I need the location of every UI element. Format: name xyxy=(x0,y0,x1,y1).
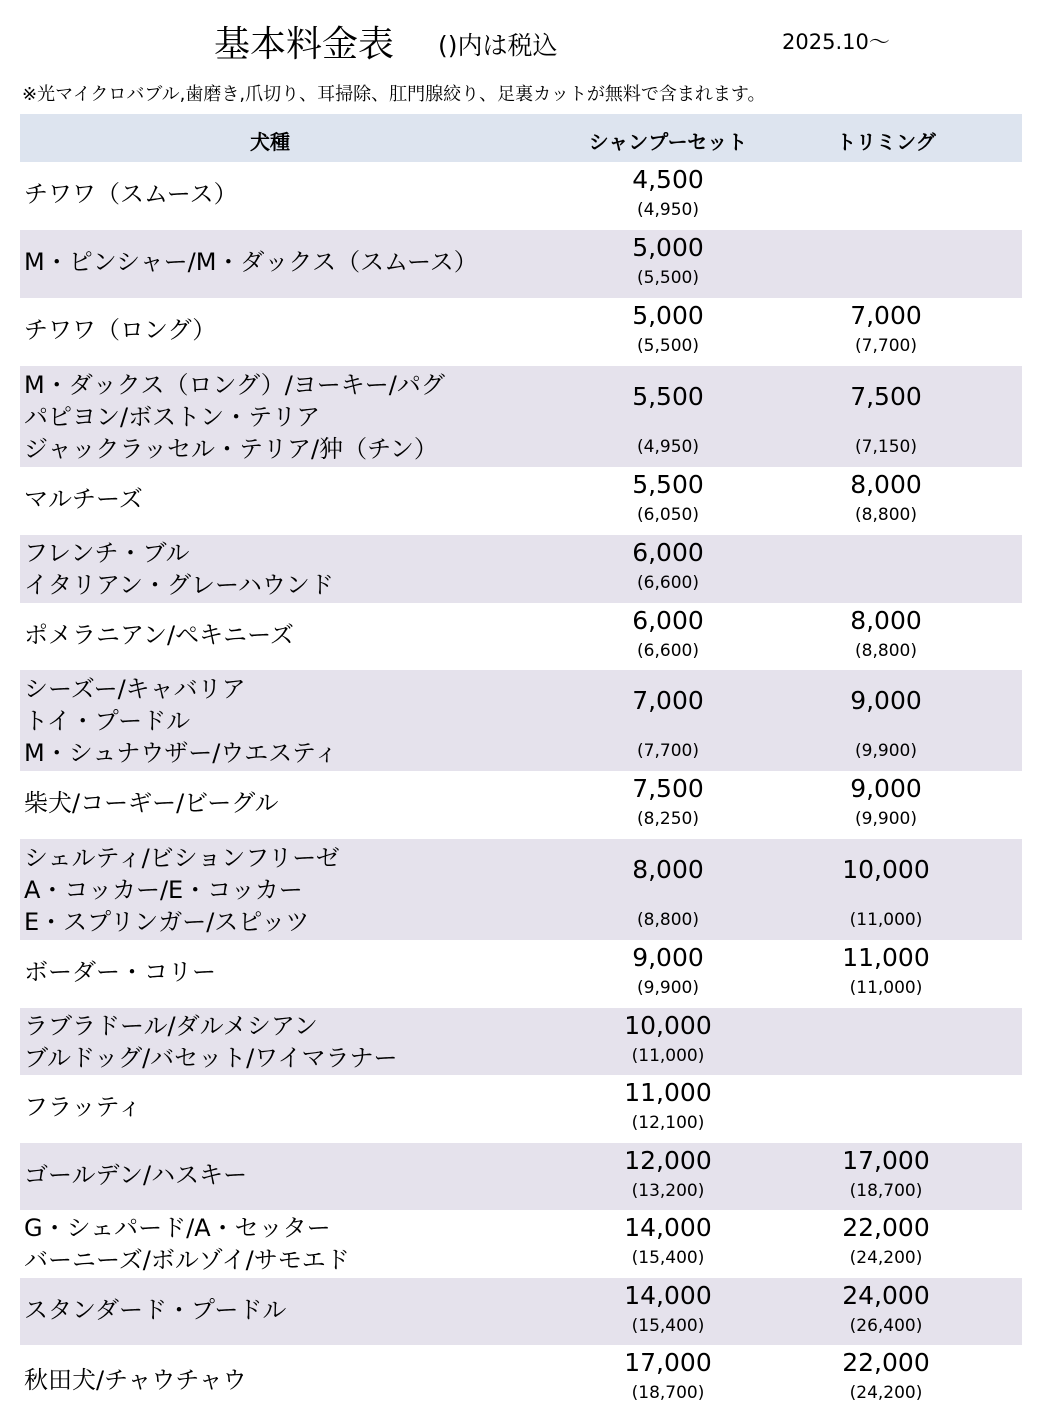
shampoo-tax-price: (6,600) xyxy=(637,641,699,661)
table-row xyxy=(20,603,1022,670)
trimming-tax-price: (11,000) xyxy=(849,910,923,930)
breed-name: E・スプリンガー/スピッツ xyxy=(24,908,310,936)
breed-name: フレンチ・ブル xyxy=(24,539,190,567)
table-row xyxy=(20,1278,1022,1345)
table-row xyxy=(20,467,1022,535)
breed-name: ポメラニアン/ペキニーズ xyxy=(24,621,294,649)
trimming-price: 7,500 xyxy=(850,382,922,411)
shampoo-tax-price: (5,500) xyxy=(637,268,699,288)
table-row xyxy=(20,839,1022,940)
page-title: 基本料金表 xyxy=(214,24,395,65)
trimming-tax-price: (9,900) xyxy=(855,741,917,761)
table-header xyxy=(20,114,1022,162)
breed-name: M・シュナウザー/ウエスティ xyxy=(24,739,338,767)
shampoo-price: 7,500 xyxy=(632,774,704,803)
shampoo-tax-price: (5,500) xyxy=(637,336,699,356)
shampoo-tax-price: (4,950) xyxy=(637,200,699,220)
shampoo-price: 9,000 xyxy=(632,943,704,972)
trimming-tax-price: (11,000) xyxy=(849,978,923,998)
table-body xyxy=(20,162,1022,1419)
breed-name: A・コッカー/E・コッカー xyxy=(24,876,303,904)
breed-name: ゴールデン/ハスキー xyxy=(24,1161,248,1189)
shampoo-price: 17,000 xyxy=(624,1348,712,1377)
shampoo-tax-price: (11,000) xyxy=(631,1046,705,1066)
shampoo-price: 14,000 xyxy=(624,1281,712,1310)
table-row xyxy=(20,670,1022,771)
trimming-price: 8,000 xyxy=(850,606,922,635)
table-row xyxy=(20,366,1022,467)
table-row xyxy=(20,1143,1022,1210)
effective-date: 2025.10～ xyxy=(782,30,890,54)
shampoo-price: 5,000 xyxy=(632,233,704,262)
table-row xyxy=(20,162,1022,230)
shampoo-tax-price: (4,950) xyxy=(637,437,699,457)
tax-note-subtitle: ()内は税込 xyxy=(438,31,558,60)
trimming-price: 11,000 xyxy=(842,943,930,972)
table-row xyxy=(20,298,1022,366)
shampoo-tax-price: (12,100) xyxy=(631,1113,705,1133)
shampoo-price: 5,500 xyxy=(632,382,704,411)
table-row xyxy=(20,230,1022,298)
breed-name: マルチーズ xyxy=(24,485,143,513)
shampoo-tax-price: (6,050) xyxy=(637,505,699,525)
breed-name: シェルティ/ビションフリーゼ xyxy=(24,844,340,872)
breed-name: フラッティ xyxy=(24,1093,142,1121)
shampoo-tax-price: (15,400) xyxy=(631,1316,705,1336)
shampoo-tax-price: (15,400) xyxy=(631,1248,705,1268)
trimming-tax-price: (8,800) xyxy=(855,641,917,661)
trimming-price: 24,000 xyxy=(842,1281,930,1310)
shampoo-price: 8,000 xyxy=(632,855,704,884)
breed-name: チワワ（スムース） xyxy=(24,180,238,208)
breed-name: ラブラドール/ダルメシアン xyxy=(24,1012,318,1040)
shampoo-tax-price: (13,200) xyxy=(631,1181,705,1201)
breed-name: G・シェパード/A・セッター xyxy=(24,1214,331,1242)
shampoo-price: 4,500 xyxy=(632,165,704,194)
trimming-price: 17,000 xyxy=(842,1146,930,1175)
shampoo-price: 14,000 xyxy=(624,1213,712,1242)
shampoo-tax-price: (6,600) xyxy=(637,573,699,593)
table-row xyxy=(20,1075,1022,1143)
trimming-price: 9,000 xyxy=(850,774,922,803)
shampoo-tax-price: (18,700) xyxy=(631,1383,705,1403)
breed-name: スタンダード・プードル xyxy=(24,1296,287,1324)
trimming-price: 10,000 xyxy=(842,855,930,884)
trimming-price: 22,000 xyxy=(842,1348,930,1377)
trimming-tax-price: (26,400) xyxy=(849,1316,923,1336)
trimming-tax-price: (24,200) xyxy=(849,1248,923,1268)
table-row xyxy=(20,1210,1022,1278)
shampoo-price: 12,000 xyxy=(624,1146,712,1175)
trimming-tax-price: (7,150) xyxy=(855,437,917,457)
table-row xyxy=(20,535,1022,603)
trimming-tax-price: (7,700) xyxy=(855,336,917,356)
breed-name: パピヨン/ボストン・テリア xyxy=(24,403,321,431)
shampoo-price: 7,000 xyxy=(632,686,704,715)
table-row xyxy=(20,1345,1022,1419)
shampoo-price: 5,500 xyxy=(632,470,704,499)
breed-name: ジャックラッセル・テリア/狆（チン） xyxy=(24,435,438,463)
shampoo-price: 6,000 xyxy=(632,538,704,567)
breed-name: イタリアン・グレーハウンド xyxy=(24,571,334,599)
included-services-note: ※光マイクロバブル,歯磨き,爪切り、耳掃除、肛門腺絞り、足裏カットが無料で含まれます。 xyxy=(22,84,766,105)
shampoo-tax-price: (8,250) xyxy=(637,809,699,829)
breed-name: シーズー/キャバリア xyxy=(24,675,246,703)
trimming-price: 8,000 xyxy=(850,470,922,499)
price-table xyxy=(20,114,1022,1419)
breed-name: ブルドッグ/バセット/ワイマラナー xyxy=(24,1044,398,1072)
shampoo-tax-price: (9,900) xyxy=(637,978,699,998)
trimming-tax-price: (8,800) xyxy=(855,505,917,525)
breed-name: 秋田犬/チャウチャウ xyxy=(24,1366,247,1394)
column-header-breed: 犬種 xyxy=(250,130,290,154)
breed-name: M・ピンシャー/M・ダックス（スムース） xyxy=(24,248,478,276)
column-header-shampoo: シャンプーセット xyxy=(588,130,748,154)
shampoo-price: 11,000 xyxy=(624,1078,712,1107)
trimming-tax-price: (9,900) xyxy=(855,809,917,829)
table-row xyxy=(20,771,1022,839)
breed-name: チワワ（ロング） xyxy=(24,316,217,344)
column-header-trimming: トリミング xyxy=(836,130,936,154)
trimming-price: 22,000 xyxy=(842,1213,930,1242)
breed-name: 柴犬/コーギー/ビーグル xyxy=(24,789,279,817)
shampoo-tax-price: (8,800) xyxy=(637,910,699,930)
trimming-tax-price: (24,200) xyxy=(849,1383,923,1403)
table-row xyxy=(20,940,1022,1008)
shampoo-price: 6,000 xyxy=(632,606,704,635)
breed-name: トイ・プードル xyxy=(24,707,191,735)
trimming-tax-price: (18,700) xyxy=(849,1181,923,1201)
breed-name: バーニーズ/ボルゾイ/サモエド xyxy=(24,1246,350,1274)
trimming-price: 7,000 xyxy=(850,301,922,330)
shampoo-price: 10,000 xyxy=(624,1011,712,1040)
shampoo-tax-price: (7,700) xyxy=(637,741,699,761)
shampoo-price: 5,000 xyxy=(632,301,704,330)
breed-name: ボーダー・コリー xyxy=(24,958,216,986)
breed-name: M・ダックス（ロング）/ヨーキー/パグ xyxy=(24,371,445,399)
table-row xyxy=(20,1008,1022,1075)
trimming-price: 9,000 xyxy=(850,686,922,715)
